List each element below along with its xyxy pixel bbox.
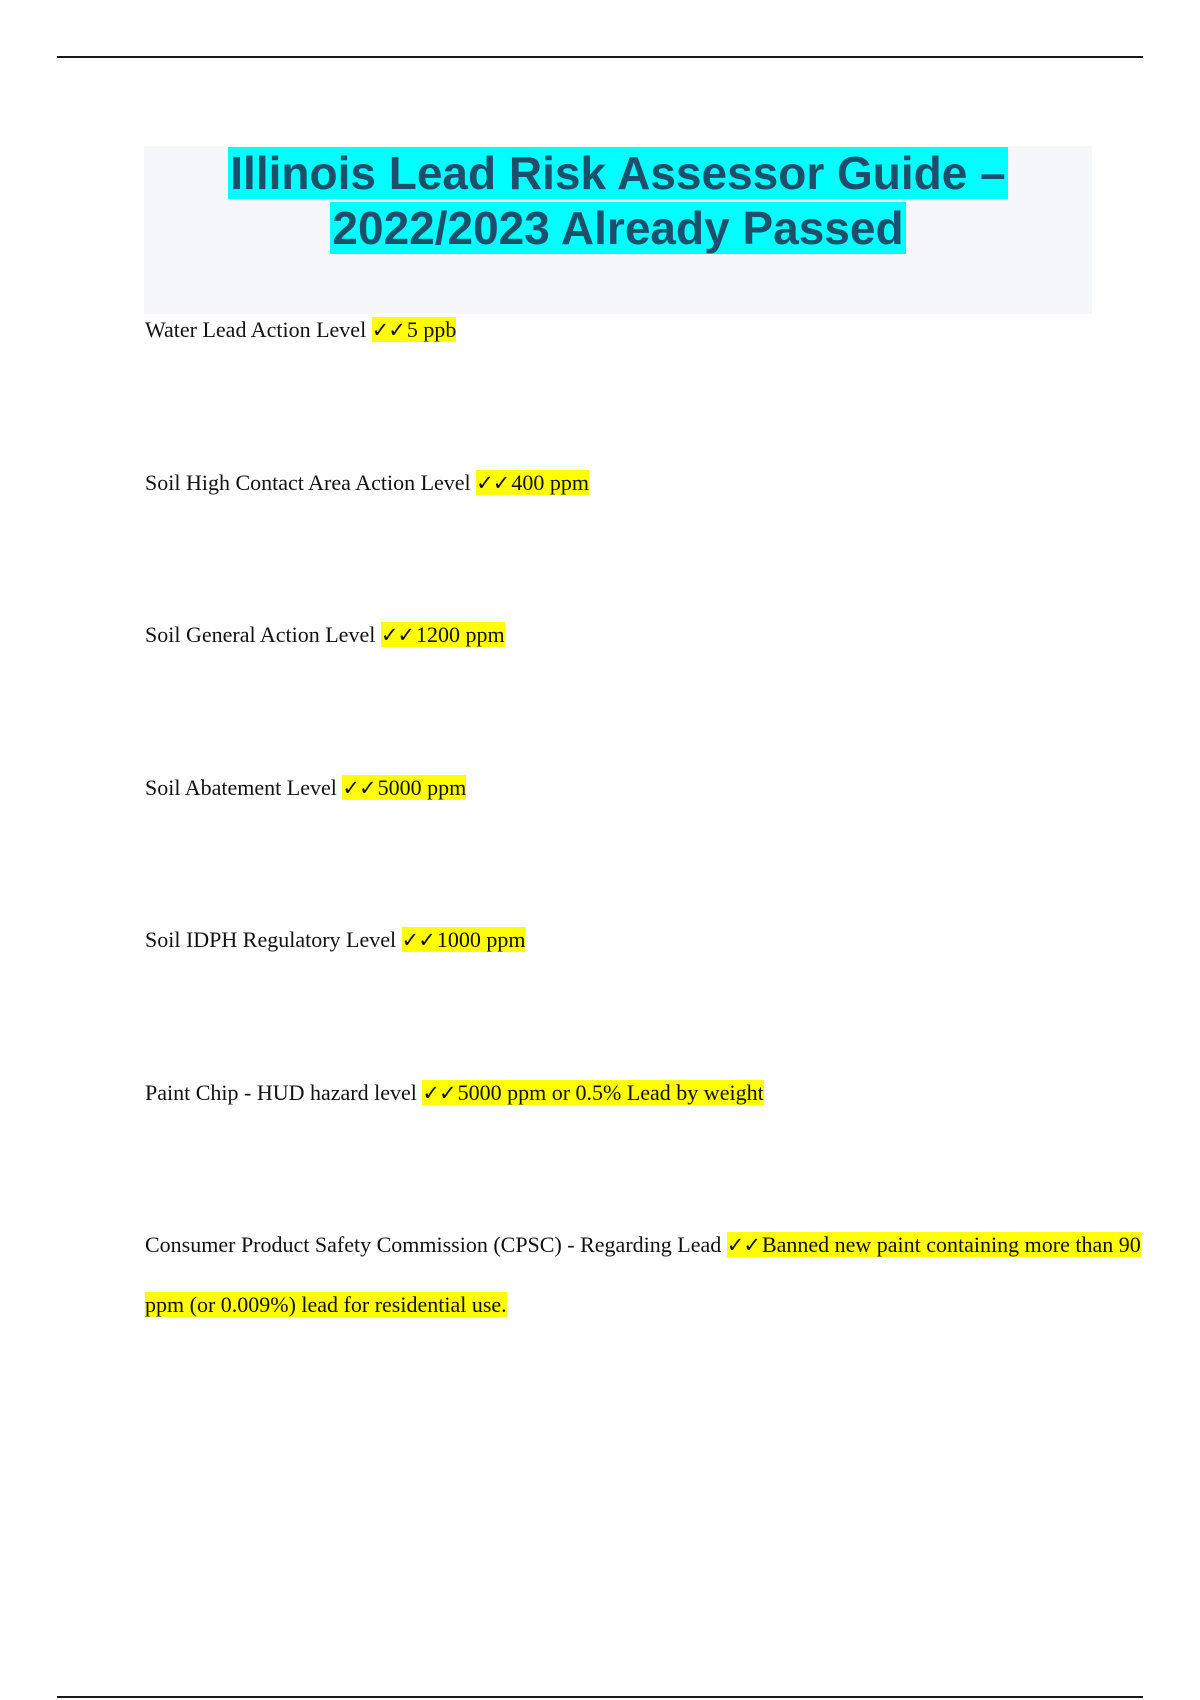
answer-text: 5000 ppm [377,775,467,800]
answer-highlight [476,470,589,495]
title-line-1: Illinois Lead Risk Assessor Guide – [230,147,1006,199]
qa-item [145,1215,1145,1335]
qa-item [145,1063,1145,1123]
answer-text: 5000 ppm or 0.5% Lead by weight [457,1080,764,1105]
answer-text: Banned new paint containing more than 90 ppm (or 0.009%) lead for residential use. [145,1232,1141,1317]
qa-item [145,453,1145,513]
answer-highlight [402,927,526,952]
double-check-icon: ✓✓ [371,318,405,342]
title-box [144,146,1092,314]
title-line-2: 2022/2023 Already Passed [332,202,904,254]
answer-highlight [342,775,466,800]
qa-item [145,605,1145,665]
answer-text: 1000 ppm [436,927,526,952]
page-title [144,146,1092,256]
question-text: Soil General Action Level [145,622,376,647]
answer-text: 400 ppm [511,470,589,495]
double-check-icon: ✓✓ [476,471,510,495]
qa-item [145,910,1145,970]
answer-text: 1200 ppm [416,622,505,647]
answer-highlight [381,622,505,647]
answer-highlight [372,317,457,342]
question-text: Paint Chip - HUD hazard level [145,1080,417,1105]
bottom-rule [57,1696,1143,1698]
qa-item [145,758,1145,818]
qa-item [145,300,1145,360]
question-text: Water Lead Action Level [145,317,367,342]
double-check-icon: ✓✓ [401,928,435,952]
double-check-icon: ✓✓ [726,1233,760,1257]
double-check-icon: ✓✓ [380,623,415,647]
question-text: Soil Abatement Level [145,775,337,800]
answer-highlight [422,1080,763,1105]
top-rule [57,56,1143,58]
answer-text: 5 ppb [406,317,457,342]
question-text: Soil IDPH Regulatory Level [145,927,397,952]
question-text: Soil High Contact Area Action Level [145,470,471,495]
double-check-icon: ✓✓ [422,1081,456,1105]
question-text: Consumer Product Safety Commission (CPSC) - Regarding Lead [145,1232,722,1257]
double-check-icon: ✓✓ [342,776,376,800]
